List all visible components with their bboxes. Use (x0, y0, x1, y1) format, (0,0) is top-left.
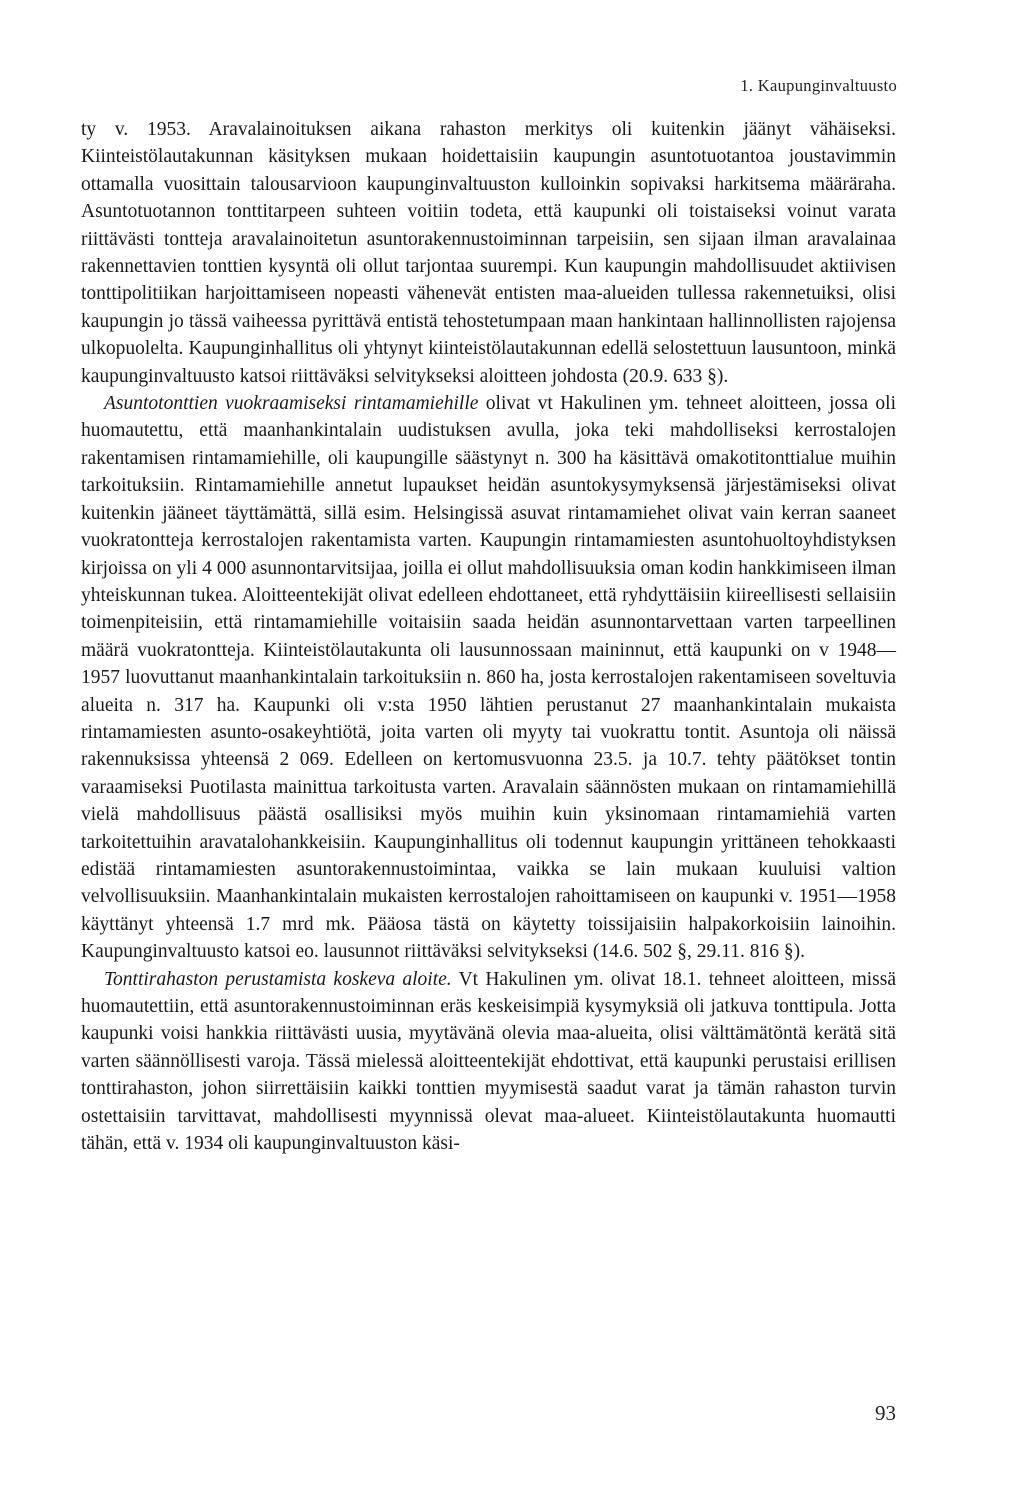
paragraph-lead-italic: Asuntotonttien vuokraamiseksi rintamamiehille (104, 393, 479, 415)
paragraph-lead-italic: Tonttirahaston perustamista koskeva aloite. (104, 968, 452, 990)
paragraph-text: olivat vt Hakulinen ym. tehneet aloitteen, jossa oli huomautettu, että maanhankintalain uudistuksen avulla, joka teki mahdolliseksi kerrostalojen rakentamisen rintamamiehille, oli kaupungille säästynyt n. 300 ha käsittävä omakotitonttialue muihin tarkoituksiin. Rintamamiehille annetut lupaukset heidän asuntokysymyksensä järjestämiseksi olivat kuitenkin jääneet täyttämättä, sillä esim. Helsingissä asuvat rintamamiehet olivat vain kerran saaneet vuokratontteja kerrostalojen rakentamista varten. Kaupungin rintamamiesten asuntohuoltoyhdistyksen kirjoissa on yli 4 000 asunnontarvitsijaa, joilla ei ollut mahdollisuuksia oman kodin hankkimiseen ilman yhteiskunnan tukea. Aloitteentekijät olivat edelleen ehdottaneet, että ryhdyttäisiin kiireellisesti sellaisiin toimenpiteisiin, että rintamamiehille voitaisiin saada heidän asunnontarvettaan varten tarpeellinen määrä vuokratontteja. Kiinteistölautakunta oli lausunnossaan maininnut, että kaupunki on v 1948—1957 luovuttanut maanhankintalain tarkoituksiin n. 860 ha, josta kerrostalojen rakentamiseen soveltuvia alueita n. 317 ha. Kaupunki oli v:sta 1950 lähtien perustanut 27 maanhankintalain mukaista rintamamiesten asunto-osakeyhtiötä, joita varten oli myyty tai vuokrattu tontit. Asuntoja oli näissä rakennuksissa yhteensä 2 069. Edelleen on kertomusvuonna 23.5. ja 10.7. tehty päätökset tontin varaamiseksi Puotilasta mainittua tarkoitusta varten. Aravalain säännösten mukaan on rintamamiehillä vielä mahdollisuus päästä osallisiksi myös muihin kuin yksinomaan rintamamiehiä varten tarkoitettuihin aravatalohankkeisiin. Kaupunginhallitus oli todennut kaupungin yrittäneen tehokkaasti edistää rintamamiesten asuntorakennustoimintaa, vaikka se lain mukaan kuuluisi valtion velvollisuuksiin. Maanhankintalain mukaisten kerrostalojen rahoittamiseen on kaupunki v. 1951—1958 käyttänyt yhteensä 1.7 mrd mk. Pääosa tästä on käytetty toissijaisiin halpakorkoisiin lainoihin. Kaupunginvaltuusto katsoi eo. lausunnot riittäväksi selvitykseksi (14.6. 502 §, 29.11. 816 §). (81, 393, 896, 963)
paragraph (81, 390, 896, 966)
paragraph (81, 116, 896, 390)
paragraph-text: ty v. 1953. Aravalainoituksen aikana rahaston merkitys oli kuitenkin jäänyt vähäiseksi. Kiinteistölautakunnan käsityksen mukaan hoidettaisiin kaupungin asuntotuotantoa joustavimmin ottamalla vuosittain talousarvioon kaupunginvaltuuston kulloinkin sopivaksi harkitsema määräraha. Asuntotuotannon tonttitarpeen suhteen voitiin todeta, että kaupunki oli toistaiseksi voinut varata riittävästi tontteja aravalainoitetun asuntorakennustoiminnan tarpeisiin, sen sijaan ilman aravalainaa rakennettavien tonttien kysyntä oli ollut tarjontaa suurempi. Kun kaupungin mahdollisuudet aktiivisen tonttipolitiikan harjoittamiseen nopeasti vähenevät entisten maa-alueiden tullessa rakennetuiksi, olisi kaupungin jo tässä vaiheessa pyrittävä entistä tehostetumpaan maan hankintaan hallinnollisten rajojensa ulkopuolelta. Kaupunginhallitus oli yhtynyt kiinteistölautakunnan edellä selostettuun lausuntoon, minkä kaupunginvaltuusto katsoi riittäväksi selvitykseksi aloitteen johdosta (20.9. 633 §). (81, 119, 896, 387)
running-header: 1. Kaupunginvaltuusto (740, 76, 897, 95)
page-number: 93 (875, 1401, 896, 1425)
paragraph (81, 966, 896, 1158)
paragraph-text: Vt Hakulinen ym. olivat 18.1. tehneet aloitteen, missä huomautettiin, että asuntorakennustoiminnan eräs keskeisimpiä kysymyksiä oli jatkuva tonttipula. Jotta kaupunki voisi hankkia riittävästi uusia, myytävänä olevia maa-alueita, olisi välttämätöntä kerätä sitä varten säännöllisesti varoja. Tässä mielessä aloitteentekijät ehdottivat, että kaupunki perustaisi erillisen tonttirahaston, johon siirrettäisiin kaikki tonttien myymisestä saadut varat ja tämän rahaston turvin ostettaisiin tarvittavat, mahdollisesti myynnissä olevat maa-alueet. Kiinteistölautakunta huomautti tähän, että v. 1934 oli kaupunginvaltuuston käsi- (81, 968, 897, 1155)
body-text (81, 116, 896, 1157)
